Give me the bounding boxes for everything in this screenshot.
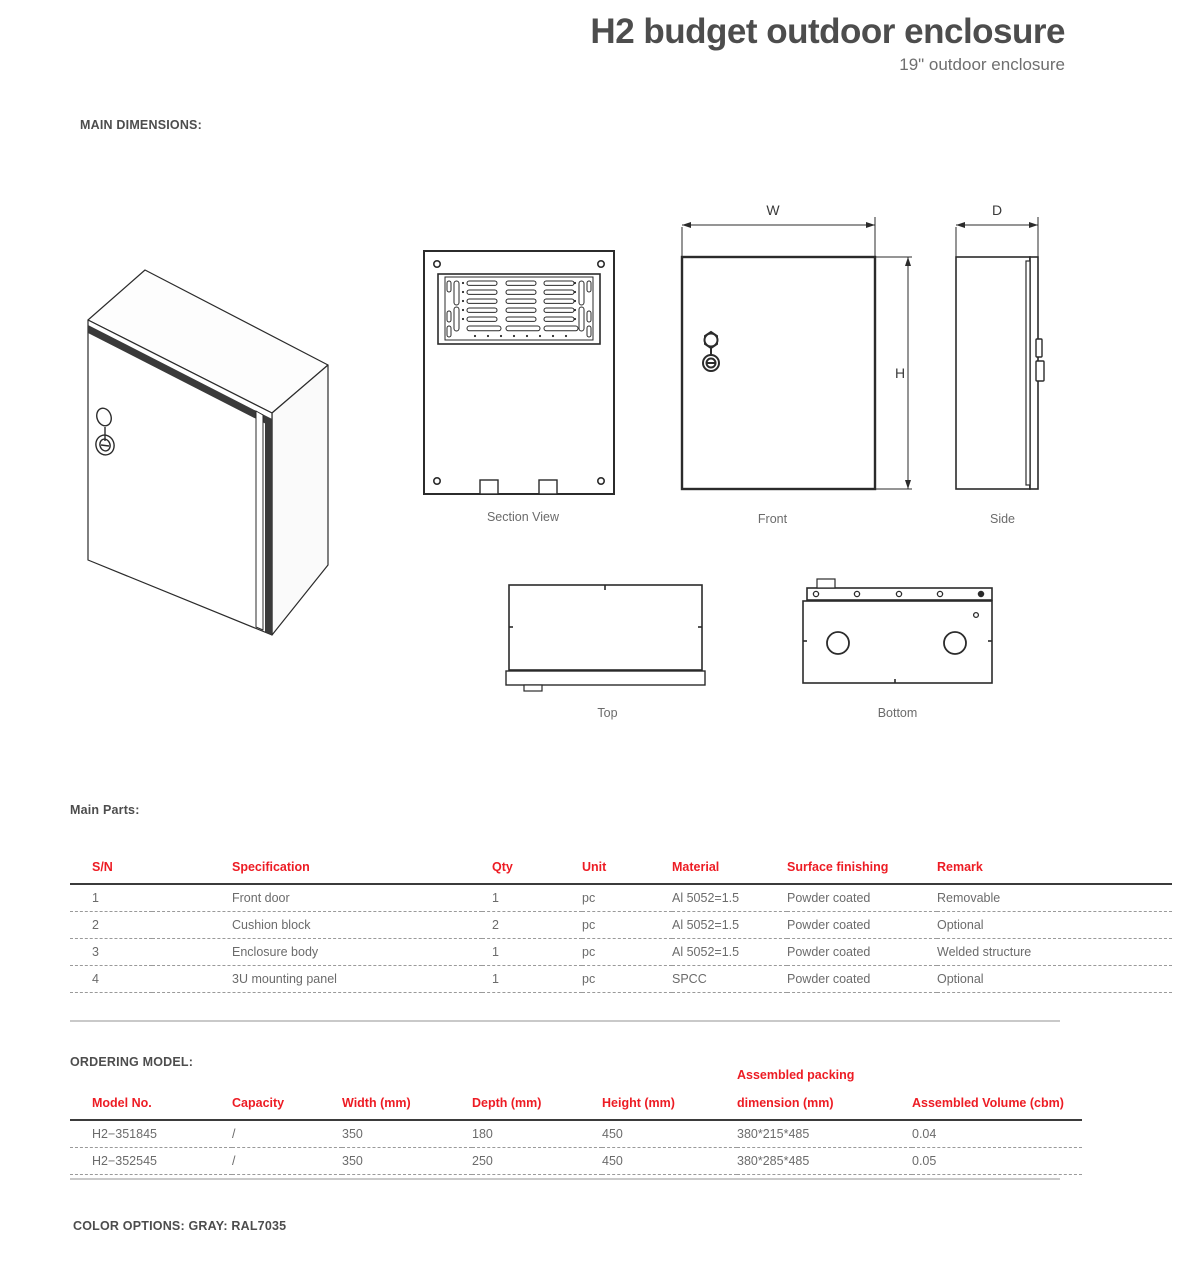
cell-remark: Optional	[937, 966, 1172, 993]
cell-capacity: /	[232, 1120, 342, 1148]
caption-section-view: Section View	[486, 510, 560, 524]
cell-capacity: /	[232, 1148, 342, 1175]
cell-spec: Front door	[152, 884, 482, 912]
cell-qty: 1	[482, 966, 582, 993]
section-label-main-parts: Main Parts:	[70, 803, 140, 817]
caption-top-view: Top	[597, 706, 618, 720]
column-header-volume: Assembled Volume (cbm)	[912, 1096, 1064, 1110]
table-row	[70, 1148, 1082, 1175]
caption-side-view: Side	[989, 512, 1016, 526]
ordering-table-bottom-rule	[70, 1178, 1060, 1180]
column-header-unit: Unit	[582, 860, 607, 874]
cell-packing: 380*285*485	[737, 1148, 912, 1175]
cell-volume: 0.05	[912, 1148, 1082, 1175]
cell-qty: 2	[482, 912, 582, 939]
cell-sn: 1	[70, 884, 152, 912]
cell-material: Al 5052=1.5	[672, 939, 787, 966]
cell-remark: Removable	[937, 884, 1172, 912]
cell-spec: 3U mounting panel	[152, 966, 482, 993]
section-divider	[70, 1020, 1060, 1022]
caption-front-view: Front	[757, 512, 788, 526]
dimension-label-depth: D	[991, 202, 1003, 218]
column-header-surface: Surface finishing	[787, 860, 889, 874]
cell-unit: pc	[582, 939, 672, 966]
cell-surface: Powder coated	[787, 912, 937, 939]
table-row	[70, 912, 1172, 939]
cell-height: 450	[602, 1148, 737, 1175]
cell-surface: Powder coated	[787, 966, 937, 993]
dimension-label-height: H	[894, 365, 906, 381]
main-parts-table	[70, 860, 1060, 993]
cell-volume: 0.04	[912, 1120, 1082, 1148]
front-view-drawing	[660, 195, 920, 515]
column-header-material: Material	[672, 860, 720, 874]
cell-packing: 380*215*485	[737, 1120, 912, 1148]
cell-model: H2−352545	[70, 1148, 232, 1175]
cell-width: 350	[342, 1148, 472, 1175]
table-row	[70, 1120, 1082, 1148]
bottom-view-drawing	[785, 575, 1010, 695]
isometric-enclosure-drawing	[60, 265, 360, 685]
cell-depth: 250	[472, 1148, 602, 1175]
cell-depth: 180	[472, 1120, 602, 1148]
cell-remark: Welded structure	[937, 939, 1172, 966]
cell-model: H2−351845	[70, 1120, 232, 1148]
cell-material: Al 5052=1.5	[672, 884, 787, 912]
column-header-width: Width (mm)	[342, 1096, 411, 1110]
cell-width: 350	[342, 1120, 472, 1148]
page-subtitle: 19" outdoor enclosure	[899, 54, 1065, 74]
cell-unit: pc	[582, 966, 672, 993]
page-title: H2 budget outdoor enclosure	[590, 12, 1065, 51]
color-options-label: COLOR OPTIONS: GRAY: RAL7035	[73, 1219, 287, 1233]
cell-surface: Powder coated	[787, 884, 937, 912]
cell-sn: 3	[70, 939, 152, 966]
column-header-capacity: Capacity	[232, 1096, 285, 1110]
cell-sn: 2	[70, 912, 152, 939]
section-view-drawing	[418, 245, 628, 500]
cell-qty: 1	[482, 884, 582, 912]
ordering-model-table	[70, 1068, 1064, 1175]
cell-unit: pc	[582, 912, 672, 939]
cell-surface: Powder coated	[787, 939, 937, 966]
table-row	[70, 939, 1172, 966]
packing-header-line2: dimension (mm)	[737, 1096, 834, 1110]
dimension-label-width: W	[766, 202, 780, 218]
cell-material: SPCC	[672, 966, 787, 993]
section-label-main-dimensions: MAIN DIMENSIONS:	[80, 118, 202, 132]
document-header	[590, 14, 1065, 75]
cell-spec: Cushion block	[152, 912, 482, 939]
column-header-depth: Depth (mm)	[472, 1096, 542, 1110]
cell-material: Al 5052=1.5	[672, 912, 787, 939]
cell-remark: Optional	[937, 912, 1172, 939]
caption-bottom-view: Bottom	[877, 706, 918, 720]
cell-sn: 4	[70, 966, 152, 993]
column-header-remark: Remark	[937, 860, 983, 874]
cell-spec: Enclosure body	[152, 939, 482, 966]
table-row	[70, 966, 1172, 993]
column-header-height: Height (mm)	[602, 1096, 675, 1110]
section-label-ordering-model: ORDERING MODEL:	[70, 1055, 194, 1069]
technical-drawings-area	[0, 150, 1200, 770]
cell-unit: pc	[582, 884, 672, 912]
table-header-row	[70, 860, 1172, 884]
packing-header-line1: Assembled packing	[737, 1068, 855, 1082]
column-header-spec: Specification	[232, 860, 310, 874]
top-view-drawing	[495, 575, 720, 695]
table-row	[70, 884, 1172, 912]
side-view-drawing	[940, 195, 1070, 515]
cell-height: 450	[602, 1120, 737, 1148]
column-header-model: Model No.	[92, 1096, 152, 1110]
column-header-packing-dimension	[737, 1068, 912, 1120]
table-header-row	[70, 1068, 1082, 1120]
cell-qty: 1	[482, 939, 582, 966]
column-header-qty: Qty	[492, 860, 513, 874]
column-header-sn: S/N	[92, 860, 113, 874]
